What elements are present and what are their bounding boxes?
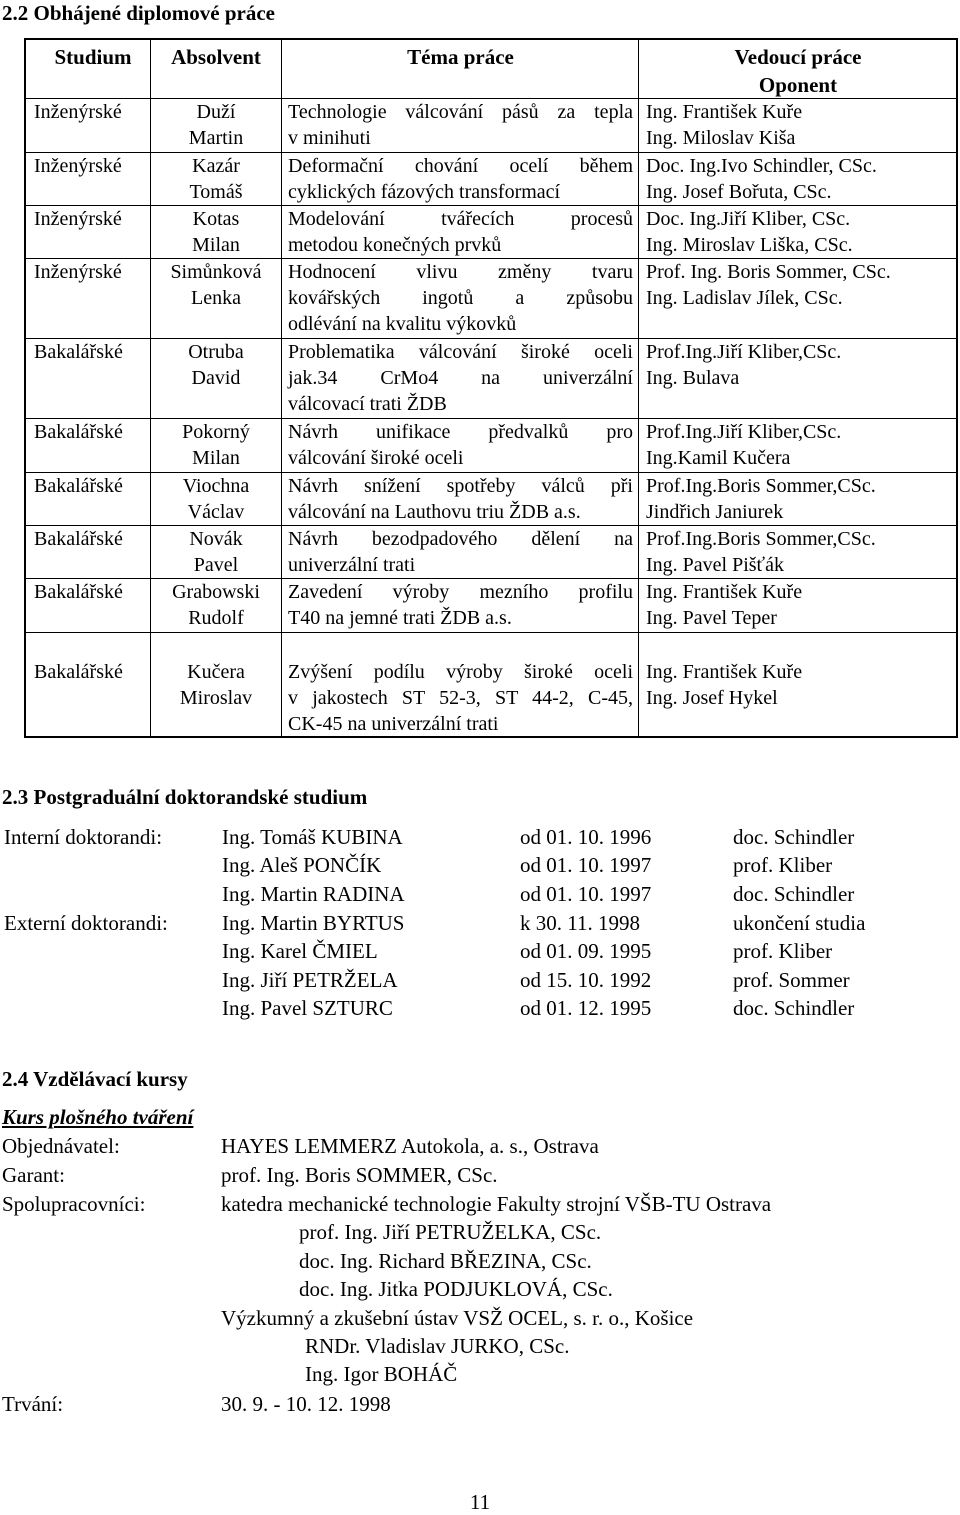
thesis-table <box>24 38 958 738</box>
collaborator-item: RNDr. Vladislav JURKO, CSc. <box>305 1334 570 1358</box>
supervisor-opponent <box>646 526 956 578</box>
doctoral-date: od 01. 10. 1996 <box>520 825 652 849</box>
supervisor-opponent-line: Ing. Josef Bořuta, CSc. <box>646 181 832 203</box>
doctoral-date: od 01. 09. 1995 <box>520 939 652 963</box>
study-type: Bakalářské <box>34 528 123 550</box>
supervisor-opponent-line: Prof.Ing.Jiří Kliber,CSc. <box>646 341 842 363</box>
doctoral-supervisor: doc. Schindler <box>733 996 855 1020</box>
study-type: Inženýrské <box>34 208 122 230</box>
supervisor-opponent-line: Ing. František Kuře <box>646 661 803 683</box>
supervisor-opponent-line: Ing.Kamil Kučera <box>646 447 791 469</box>
thesis-topic <box>288 659 633 737</box>
supervisor-opponent-line: Jindřich Janiurek <box>646 501 784 523</box>
section-heading-courses: 2.4 Vzdělávací kursy <box>2 1067 188 1091</box>
doctoral-row <box>0 881 960 909</box>
graduate-name-line: Simůnková <box>170 261 262 283</box>
thesis-topic-line: Problematika válcování široké oceli <box>288 341 633 363</box>
thesis-topic-line: Hodnocení vlivu změny tvaru <box>288 261 633 283</box>
collaborator-item: katedra mechanické technologie Fakulty strojní VŠB-TU Ostrava <box>221 1192 772 1216</box>
thesis-topic-line: Návrh unifikace předvalků pro <box>288 421 633 443</box>
graduate-name <box>154 473 278 525</box>
thesis-topic-line: univerzální trati <box>288 554 416 576</box>
graduate-name-line: Grabowski <box>172 581 260 603</box>
graduate-name <box>154 659 278 711</box>
supervisor-opponent <box>646 579 956 631</box>
supervisor-opponent-line: Ing. František Kuře <box>646 101 803 123</box>
doctoral-supervisor: prof. Kliber <box>733 939 833 963</box>
graduate-name <box>154 526 278 578</box>
supervisor-opponent-line: Ing. Bulava <box>646 367 740 389</box>
supervisor-opponent-line: Ing. František Kuře <box>646 581 803 603</box>
supervisor-opponent <box>646 659 956 711</box>
doctoral-supervisor: prof. Kliber <box>733 853 833 877</box>
study-type: Inženýrské <box>34 155 122 177</box>
column-header-graduate: Absolvent <box>171 45 261 69</box>
supervisor-opponent <box>646 473 956 525</box>
graduate-name-line: Tomáš <box>189 181 243 203</box>
thesis-topic-line: Modelování tvářecích procesů <box>288 208 633 230</box>
doctoral-row <box>0 852 960 880</box>
supervisor-opponent-line: Ing. Pavel Pišťák <box>646 554 784 576</box>
thesis-topic <box>288 153 633 205</box>
doctoral-row <box>0 910 960 938</box>
course-title: Kurs plošného tváření <box>2 1105 194 1129</box>
graduate-name-line: Otruba <box>188 341 244 363</box>
supervisor-opponent-line: Ing. Pavel Teper <box>646 607 777 629</box>
thesis-topic <box>288 526 633 578</box>
doctoral-row <box>0 967 960 995</box>
thesis-topic-line: Zvýšení podílu výroby široké oceli <box>288 661 633 683</box>
section-heading-doctoral: 2.3 Postgraduální doktorandské studium <box>2 785 368 809</box>
collaborator-item: doc. Ing. Jitka PODJUKLOVÁ, CSc. <box>299 1277 613 1301</box>
study-type: Inženýrské <box>34 261 122 283</box>
supervisor-opponent-line: Prof.Ing.Boris Sommer,CSc. <box>646 528 876 550</box>
thesis-topic-line: Zavedení výroby mezního profilu <box>288 581 633 603</box>
thesis-topic-line: Návrh snížení spotřeby válců při <box>288 475 633 497</box>
row-divider <box>26 632 956 633</box>
thesis-topic-line: kovářských ingotů a způsobu <box>288 287 633 309</box>
graduate-name <box>154 153 278 205</box>
graduate-name-line: Pokorný <box>182 421 250 443</box>
graduate-name-line: Viochna <box>182 475 250 497</box>
supervisor-opponent-line: Ing. Miloslav Kiša <box>646 127 796 149</box>
thesis-topic-line: jak.34 CrMo4 na univerzální <box>288 367 633 389</box>
page-number: 11 <box>469 1490 491 1514</box>
study-type: Bakalářské <box>34 421 123 443</box>
column-header-study: Studium <box>54 45 132 69</box>
thesis-topic-line: Návrh bezodpadového dělení na <box>288 528 633 550</box>
column-header-topic: Téma práce <box>407 45 514 69</box>
graduate-name-line: Novák <box>189 528 243 550</box>
thesis-topic-line: metodou konečných prvků <box>288 234 502 256</box>
graduate-name <box>154 206 278 258</box>
graduate-name-line: David <box>191 367 241 389</box>
thesis-topic-line: válcování široké oceli <box>288 447 464 469</box>
thesis-topic <box>288 473 633 525</box>
column-header-opponent: Oponent <box>758 73 838 97</box>
collaborator-item: Výzkumný a zkušební ústav VSŽ OCEL, s. r. o., Košice <box>221 1306 694 1330</box>
client-label: Objednávatel: <box>2 1134 120 1158</box>
doctoral-category: Interní doktorandi: <box>4 825 163 849</box>
supervisor-opponent-line: Ing. Josef Hykel <box>646 687 778 709</box>
collaborator-item: Ing. Igor BOHÁČ <box>305 1362 458 1386</box>
supervisor-opponent-line: Ing. Miroslav Liška, CSc. <box>646 234 853 256</box>
graduate-name-line: Rudolf <box>188 607 244 629</box>
collaborator-item: prof. Ing. Jiří PETRUŽELKA, CSc. <box>299 1220 602 1244</box>
thesis-topic-line: válcování na Lauthovu triu ŽDB a.s. <box>288 501 581 523</box>
supervisor-opponent <box>646 99 956 151</box>
graduate-name-line: Kučera <box>187 661 245 683</box>
supervisor-opponent-line: Doc. Ing.Ivo Schindler, CSc. <box>646 155 877 177</box>
thesis-topic-line: v jakostech ST 52-3, ST 44-2, C-45, <box>288 687 633 709</box>
graduate-name-line: Duží <box>196 101 236 123</box>
supervisor-opponent <box>646 419 956 471</box>
thesis-topic <box>288 419 633 471</box>
supervisor-opponent <box>646 259 956 311</box>
guarantor-label: Garant: <box>2 1163 65 1187</box>
doctoral-date: od 01. 10. 1997 <box>520 882 652 906</box>
thesis-topic-line: odlévání na kvalitu výkovků <box>288 313 517 335</box>
doctoral-row <box>0 995 960 1023</box>
supervisor-opponent-line: Prof.Ing.Jiří Kliber,CSc. <box>646 421 842 443</box>
section-heading-theses: 2.2 Obhájené diplomové práce <box>2 1 275 25</box>
supervisor-opponent <box>646 206 956 258</box>
collaborator-item: doc. Ing. Richard BŘEZINA, CSc. <box>299 1249 592 1273</box>
graduate-name <box>154 419 278 471</box>
graduate-name-line: Václav <box>187 501 245 523</box>
thesis-topic-line: Deformační chování ocelí během <box>288 155 633 177</box>
supervisor-opponent-line: Doc. Ing.Jiří Kliber, CSc. <box>646 208 851 230</box>
study-type: Bakalářské <box>34 341 123 363</box>
doctoral-supervisor: ukončení studia <box>733 911 866 935</box>
doctoral-supervisor: prof. Sommer <box>733 968 850 992</box>
graduate-name-line: Kotas <box>192 208 240 230</box>
graduate-name-line: Pavel <box>193 554 239 576</box>
graduate-name-line: Milan <box>192 447 240 469</box>
column-header-supervisor: Vedoucí práce <box>734 45 862 69</box>
graduate-name-line: Martin <box>188 127 244 149</box>
doctoral-name: Ing. Martin RADINA <box>222 882 405 906</box>
graduate-name-line: Milan <box>192 234 240 256</box>
study-type: Bakalářské <box>34 661 123 683</box>
supervisor-opponent-line: Prof. Ing. Boris Sommer, CSc. <box>646 261 891 283</box>
thesis-topic-line: v minihuti <box>288 127 371 149</box>
graduate-name-line: Kazár <box>192 155 240 177</box>
supervisor-opponent-line: Prof.Ing.Boris Sommer,CSc. <box>646 475 876 497</box>
graduate-name <box>154 99 278 151</box>
thesis-topic-line: cyklických fázových transformací <box>288 181 561 203</box>
doctoral-name: Ing. Martin BYRTUS <box>222 911 405 935</box>
doctoral-name: Ing. Karel ČMIEL <box>222 939 378 963</box>
thesis-topic-line: Technologie válcování pásů za tepla <box>288 101 633 123</box>
doctoral-category: Externí doktorandi: <box>4 911 168 935</box>
duration-value: 30. 9. - 10. 12. 1998 <box>221 1392 391 1416</box>
thesis-topic-line: T40 na jemné trati ŽDB a.s. <box>288 607 512 629</box>
study-type: Inženýrské <box>34 101 122 123</box>
guarantor-value: prof. Ing. Boris SOMMER, CSc. <box>221 1163 498 1187</box>
study-type: Bakalářské <box>34 581 123 603</box>
supervisor-opponent <box>646 153 956 205</box>
doctoral-date: od 01. 10. 1997 <box>520 853 652 877</box>
doctoral-name: Ing. Pavel SZTURC <box>222 996 393 1020</box>
study-type: Bakalářské <box>34 475 123 497</box>
thesis-topic <box>288 259 633 337</box>
client-value: HAYES LEMMERZ Autokola, a. s., Ostrava <box>221 1134 599 1158</box>
thesis-topic-line: válcovací trati ŽDB <box>288 393 447 415</box>
doctoral-supervisor: doc. Schindler <box>733 882 855 906</box>
thesis-topic <box>288 99 633 151</box>
graduate-name <box>154 259 278 311</box>
thesis-topic <box>288 579 633 631</box>
supervisor-opponent-line: Ing. Ladislav Jílek, CSc. <box>646 287 843 309</box>
duration-label: Trvání: <box>2 1392 64 1416</box>
doctoral-name: Ing. Aleš PONČÍK <box>222 853 382 877</box>
graduate-name-line: Lenka <box>191 287 241 309</box>
graduate-name <box>154 339 278 391</box>
thesis-topic <box>288 206 633 258</box>
thesis-topic <box>288 339 633 417</box>
doctoral-date: od 01. 12. 1995 <box>520 996 652 1020</box>
doctoral-name: Ing. Jiří PETRŽELA <box>222 968 398 992</box>
doctoral-date: k 30. 11. 1998 <box>520 911 640 935</box>
doctoral-supervisor: doc. Schindler <box>733 825 855 849</box>
collaborators-label: Spolupracovníci: <box>2 1192 146 1216</box>
doctoral-date: od 15. 10. 1992 <box>520 968 652 992</box>
supervisor-opponent <box>646 339 956 391</box>
doctoral-row <box>0 938 960 966</box>
doctoral-name: Ing. Tomáš KUBINA <box>222 825 403 849</box>
graduate-name <box>154 579 278 631</box>
thesis-topic-line: CK-45 na univerzální trati <box>288 713 499 735</box>
doctoral-row <box>0 824 960 852</box>
graduate-name-line: Miroslav <box>179 687 253 709</box>
